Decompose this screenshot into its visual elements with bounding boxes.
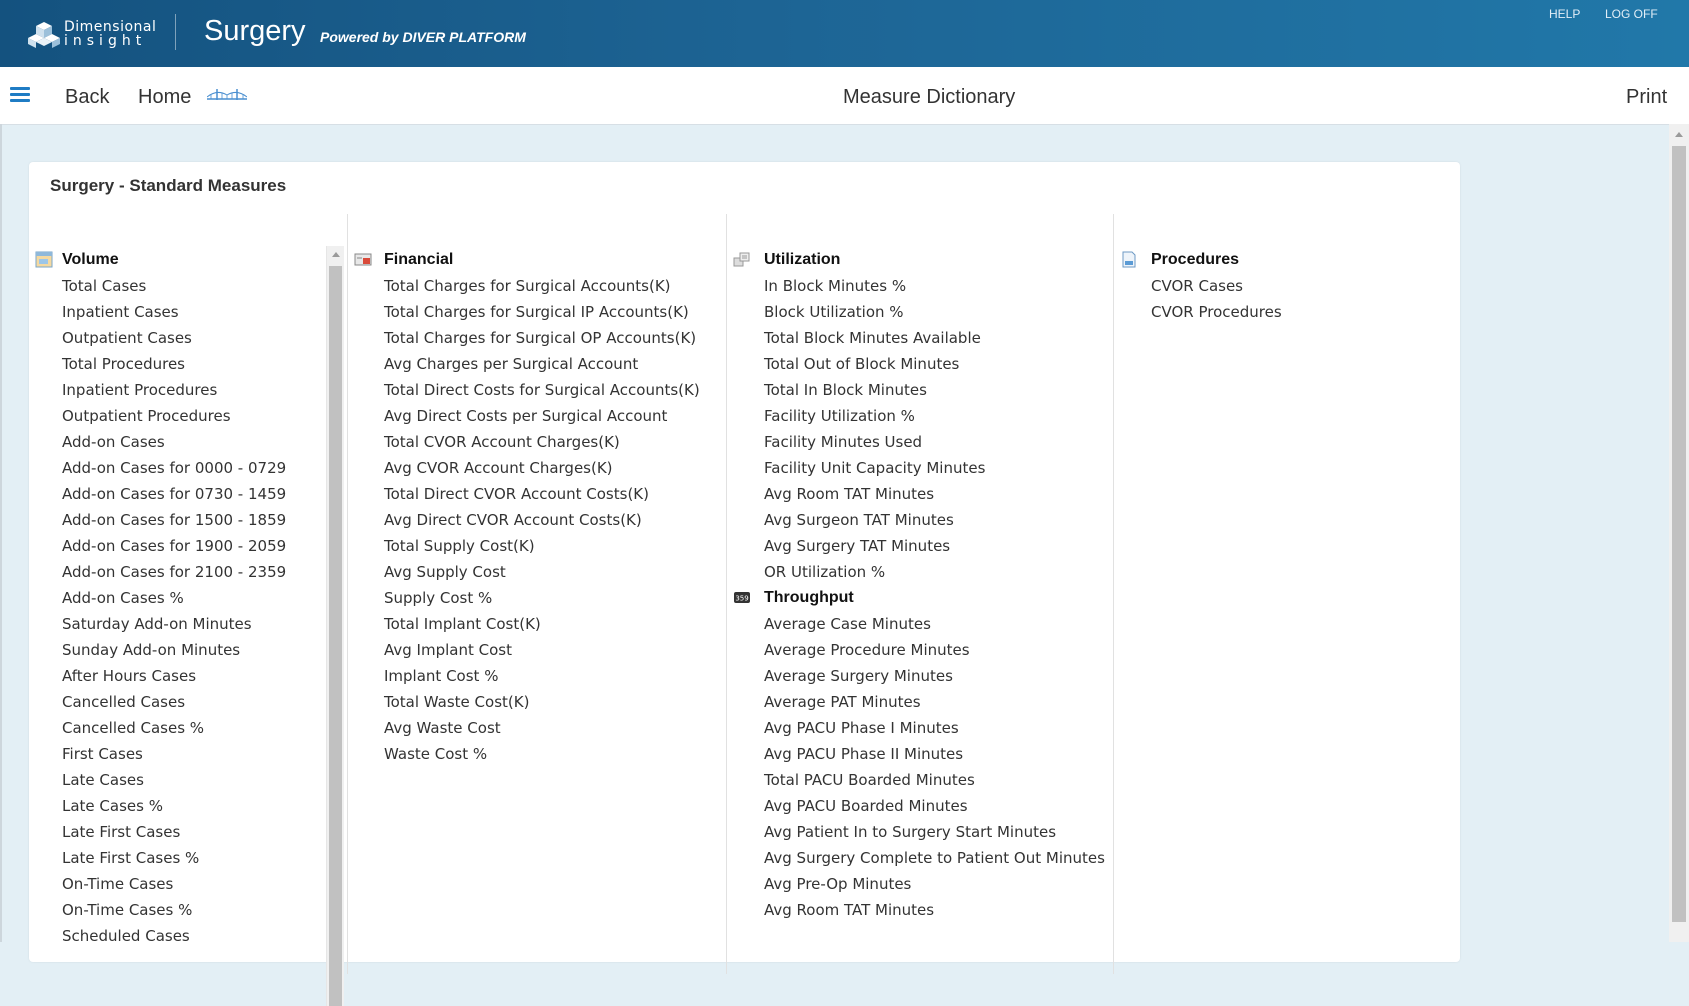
measure-link[interactable]: Outpatient Procedures xyxy=(62,407,231,425)
measure-link[interactable]: After Hours Cases xyxy=(62,667,197,685)
procedures-list xyxy=(1151,276,1282,328)
measure-link[interactable]: Add-on Cases for 1500 - 1859 xyxy=(62,511,287,529)
menu-icon[interactable] xyxy=(10,87,30,103)
financial-list xyxy=(384,276,700,770)
measure-link[interactable]: Inpatient Procedures xyxy=(62,381,218,399)
volume-list xyxy=(62,276,286,952)
measure-link[interactable]: Add-on Cases for 2100 - 2359 xyxy=(62,563,287,581)
volume-title: Volume xyxy=(62,251,119,268)
measure-link[interactable]: Add-on Cases xyxy=(62,433,165,451)
measure-link[interactable]: CVOR Procedures xyxy=(1151,303,1282,321)
measure-link[interactable]: Block Utilization % xyxy=(764,303,904,321)
measure-link[interactable]: Late Cases % xyxy=(62,797,163,815)
measure-link[interactable]: Add-on Cases % xyxy=(62,589,184,607)
measure-link[interactable]: Total Direct CVOR Account Costs(K) xyxy=(384,485,649,503)
measure-link[interactable]: Sunday Add-on Minutes xyxy=(62,641,241,659)
logo-text-line1: Dimensional xyxy=(64,19,157,35)
scroll-up-arrow-icon[interactable] xyxy=(1675,132,1683,137)
measure-link[interactable]: Average Case Minutes xyxy=(764,615,931,633)
throughput-title: Throughput xyxy=(764,589,854,606)
measure-link[interactable]: Avg Supply Cost xyxy=(384,563,506,581)
measure-link[interactable]: Avg Implant Cost xyxy=(384,641,512,659)
measure-link[interactable]: Cancelled Cases % xyxy=(62,719,205,737)
volume-column xyxy=(29,214,347,974)
measure-link[interactable]: Cancelled Cases xyxy=(62,693,186,711)
measure-link[interactable]: Late First Cases % xyxy=(62,849,200,867)
log-off-link[interactable]: LOG OFF xyxy=(1605,7,1658,21)
measure-link[interactable]: Avg Direct CVOR Account Costs(K) xyxy=(384,511,642,529)
financial-icon xyxy=(354,251,372,268)
measure-link[interactable]: Facility Unit Capacity Minutes xyxy=(764,459,986,477)
utilization-list xyxy=(764,276,985,588)
measure-link[interactable]: Facility Utilization % xyxy=(764,407,915,425)
help-link[interactable]: HELP xyxy=(1549,7,1581,21)
measure-link[interactable]: Avg Direct Costs per Surgical Account xyxy=(384,407,668,425)
measure-link[interactable]: Average Procedure Minutes xyxy=(764,641,970,659)
measures-card xyxy=(29,162,1460,962)
app-title: Surgery xyxy=(204,15,306,47)
measure-link[interactable]: Avg Surgeon TAT Minutes xyxy=(764,511,954,529)
measure-link[interactable]: Total CVOR Account Charges(K) xyxy=(384,433,620,451)
financial-title: Financial xyxy=(384,251,454,268)
powered-by-label: Powered by DIVER PLATFORM xyxy=(320,29,526,45)
measure-link[interactable]: Implant Cost % xyxy=(384,667,499,685)
utilization-column xyxy=(726,214,1114,974)
bridge-icon[interactable] xyxy=(207,87,247,103)
scroll-up-arrow-icon[interactable] xyxy=(332,252,340,257)
logo-text-line2: insight xyxy=(64,33,147,49)
measure-link[interactable]: First Cases xyxy=(62,745,143,763)
logo-cubes-icon xyxy=(28,21,60,49)
measure-link[interactable]: Avg Room TAT Minutes xyxy=(764,901,935,919)
scrollbar-thumb[interactable] xyxy=(329,266,342,1006)
measure-link[interactable]: Avg Room TAT Minutes xyxy=(764,485,935,503)
measure-link[interactable]: Late First Cases xyxy=(62,823,181,841)
measure-link[interactable]: Avg Pre-Op Minutes xyxy=(764,875,912,893)
measure-link[interactable]: Outpatient Cases xyxy=(62,329,192,347)
measure-link[interactable]: Avg PACU Phase I Minutes xyxy=(764,719,959,737)
measure-link[interactable]: On-Time Cases % xyxy=(62,901,193,919)
svg-text:359: 359 xyxy=(735,594,749,603)
measure-link[interactable]: Total Implant Cost(K) xyxy=(384,615,541,633)
app-header xyxy=(0,0,1689,67)
measure-link[interactable]: Avg Waste Cost xyxy=(384,719,501,737)
utilization-title: Utilization xyxy=(764,251,841,268)
measure-link[interactable]: Average Surgery Minutes xyxy=(764,667,953,685)
throughput-icon xyxy=(733,589,751,606)
measure-link[interactable]: OR Utilization % xyxy=(764,563,886,581)
measure-link[interactable]: Total Charges for Surgical OP Accounts(K) xyxy=(384,329,697,347)
measure-link[interactable]: Avg Surgery TAT Minutes xyxy=(764,537,951,555)
measure-link[interactable]: Add-on Cases for 0730 - 1459 xyxy=(62,485,287,503)
measure-link[interactable]: Avg Charges per Surgical Account xyxy=(384,355,639,373)
measure-link[interactable]: Total Procedures xyxy=(62,355,185,373)
measure-link[interactable]: Total Cases xyxy=(62,277,147,295)
measure-link[interactable]: Avg PACU Boarded Minutes xyxy=(764,797,968,815)
scrollbar-thumb[interactable] xyxy=(1672,146,1686,922)
home-link[interactable]: Home xyxy=(138,86,192,108)
measure-link[interactable]: Total PACU Boarded Minutes xyxy=(764,771,975,789)
throughput-list xyxy=(764,614,1105,926)
left-edge-divider xyxy=(0,124,2,942)
measure-link[interactable]: Avg CVOR Account Charges(K) xyxy=(384,459,613,477)
volume-icon xyxy=(35,251,53,268)
page-scrollbar[interactable] xyxy=(1669,124,1689,942)
measure-link[interactable]: Waste Cost % xyxy=(384,745,488,763)
measure-link[interactable]: Total Charges for Surgical IP Accounts(K) xyxy=(384,303,689,321)
procedures-title: Procedures xyxy=(1151,251,1240,268)
measure-link[interactable]: Total Out of Block Minutes xyxy=(764,355,960,373)
measure-link[interactable]: Add-on Cases for 0000 - 0729 xyxy=(62,459,287,477)
volume-list-scrollbar[interactable] xyxy=(326,246,344,1006)
measure-link[interactable]: Facility Minutes Used xyxy=(764,433,923,451)
measure-link[interactable]: Total Charges for Surgical Accounts(K) xyxy=(384,277,671,295)
back-link[interactable]: Back xyxy=(65,86,110,108)
measure-link[interactable]: Avg Surgery Complete to Patient Out Minutes xyxy=(764,849,1105,867)
measure-link[interactable]: Total Waste Cost(K) xyxy=(384,693,530,711)
card-title: Surgery - Standard Measures xyxy=(50,176,287,195)
nav-bar xyxy=(0,67,1689,125)
procedures-column xyxy=(1113,214,1454,974)
measure-link[interactable]: Saturday Add-on Minutes xyxy=(62,615,252,633)
measure-link[interactable]: Add-on Cases for 1900 - 2059 xyxy=(62,537,287,555)
measure-link[interactable]: In Block Minutes % xyxy=(764,277,907,295)
financial-column xyxy=(347,214,728,974)
measure-link[interactable]: Supply Cost % xyxy=(384,589,493,607)
measure-link[interactable]: Total Supply Cost(K) xyxy=(384,537,535,555)
measure-link[interactable]: Avg Patient In to Surgery Start Minutes xyxy=(764,823,1057,841)
measure-link[interactable]: Scheduled Cases xyxy=(62,927,190,945)
utilization-icon xyxy=(733,251,751,268)
measure-link[interactable]: Total In Block Minutes xyxy=(764,381,927,399)
dimensional-insight-logo[interactable] xyxy=(28,19,156,51)
print-link[interactable]: Print xyxy=(1626,86,1668,108)
measure-link[interactable]: CVOR Cases xyxy=(1151,277,1243,295)
measure-link[interactable]: Late Cases xyxy=(62,771,144,789)
measure-link[interactable]: On-Time Cases xyxy=(62,875,174,893)
measure-link[interactable]: Average PAT Minutes xyxy=(764,693,921,711)
procedures-icon xyxy=(1120,251,1138,268)
page-title: Measure Dictionary xyxy=(843,86,1016,108)
header-divider xyxy=(175,14,176,50)
measure-link[interactable]: Avg PACU Phase II Minutes xyxy=(764,745,964,763)
measure-link[interactable]: Total Block Minutes Available xyxy=(764,329,981,347)
measure-link[interactable]: Total Direct Costs for Surgical Accounts(K) xyxy=(384,381,700,399)
measure-link[interactable]: Inpatient Cases xyxy=(62,303,179,321)
